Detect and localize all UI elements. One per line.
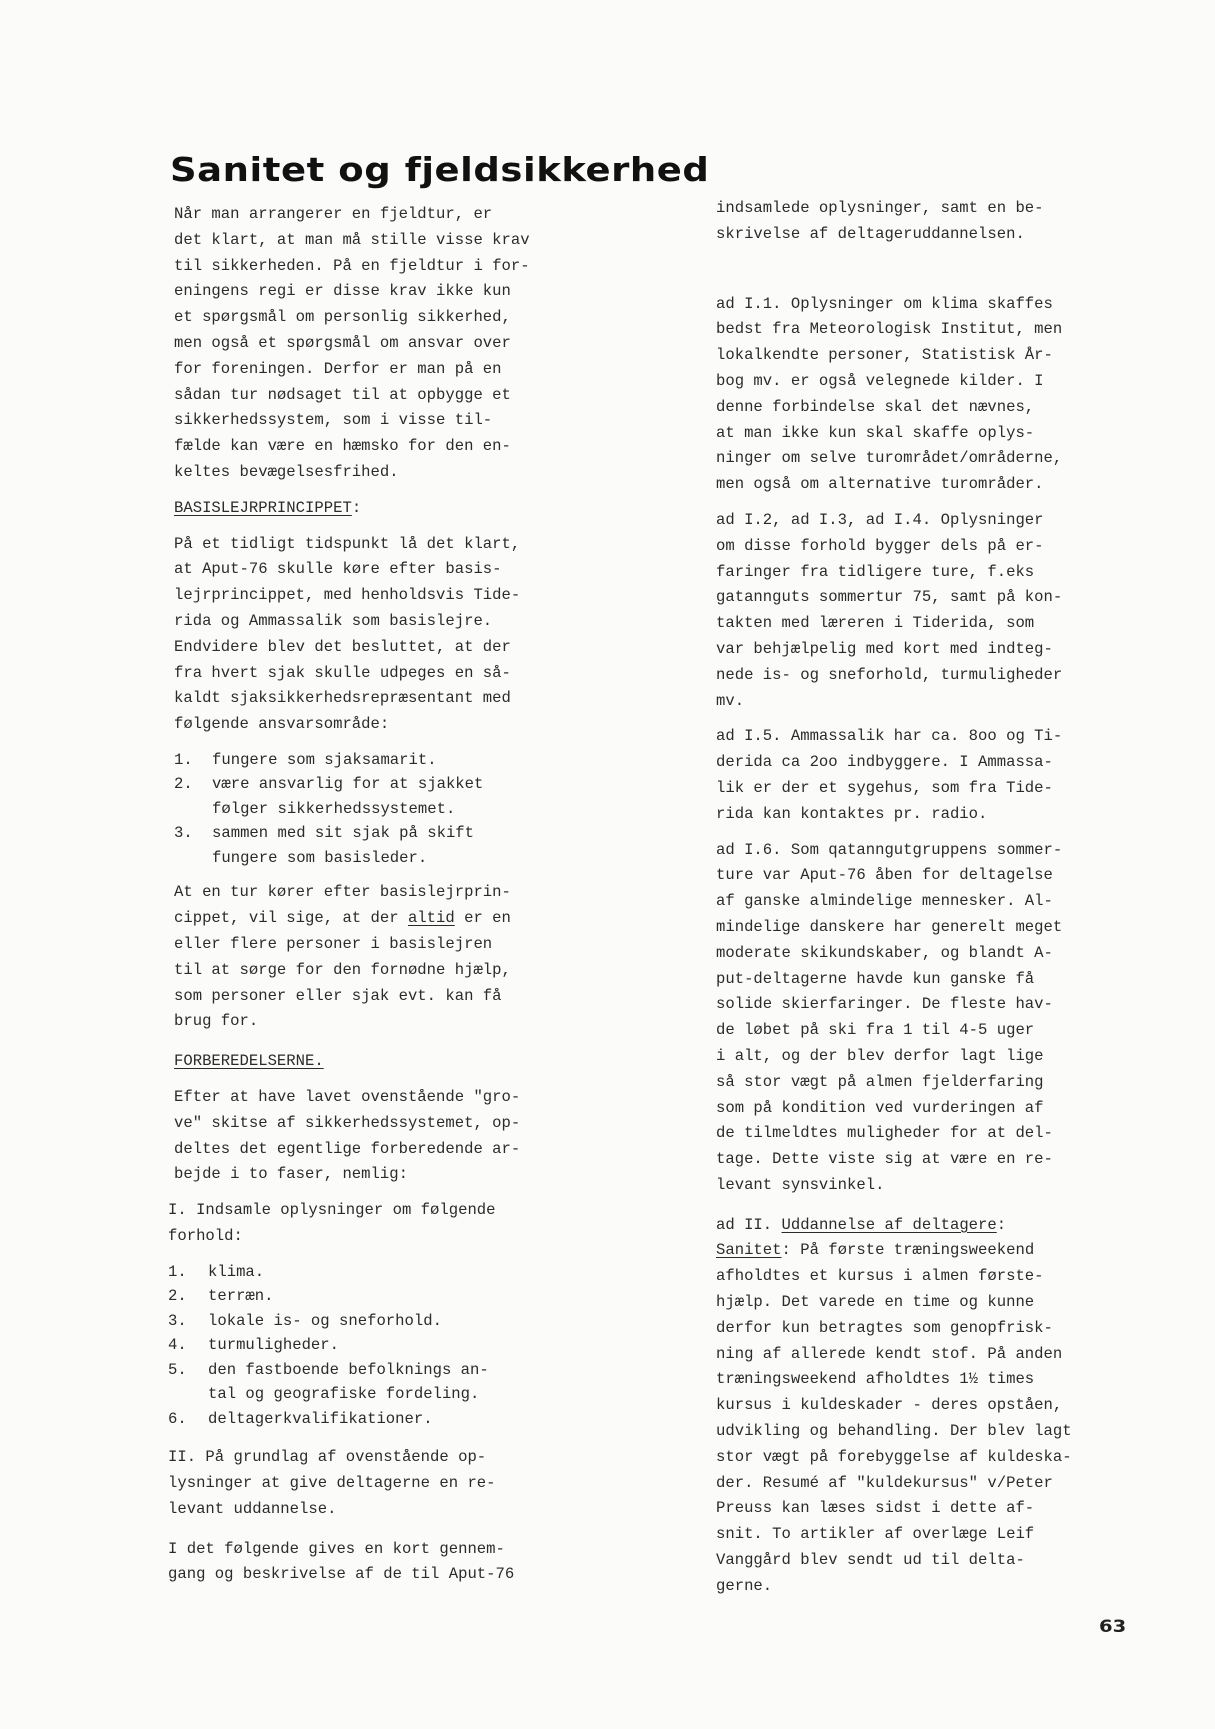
text-line: de løbet på ski fra 1 til 4-5 uger bbox=[716, 1021, 1035, 1040]
text-line: brug for. bbox=[174, 1012, 259, 1031]
list-number: 5. bbox=[168, 1360, 187, 1379]
text-line: derfor kun betragtes som genopfrisk- bbox=[716, 1318, 1053, 1337]
list-number: 3. bbox=[174, 824, 193, 843]
text-line: stor vægt på forebyggelse af kuldeska- bbox=[716, 1447, 1072, 1466]
list-number: 3. bbox=[168, 1311, 187, 1330]
conditions-list bbox=[168, 1260, 594, 1432]
text-line: der. Resumé af "kuldekursus" v/Peter bbox=[716, 1473, 1053, 1492]
text-fragment: cippet, vil sige, at der bbox=[174, 909, 408, 928]
phase-two bbox=[168, 1445, 594, 1522]
list-number: 4. bbox=[168, 1336, 187, 1355]
list-text: fungere som sjaksamarit. bbox=[212, 750, 437, 769]
list-number: 1. bbox=[174, 750, 193, 769]
text-line: rida kan kontaktes pr. radio. bbox=[716, 804, 988, 823]
list-text: terræn. bbox=[208, 1287, 274, 1306]
list-text: klima. bbox=[208, 1262, 265, 1281]
text-line: put-deltagerne havde kun ganske få bbox=[716, 969, 1035, 988]
text-line: kaldt sjaksikkerhedsrepræsentant med bbox=[174, 689, 511, 708]
text-line: var behjælpelig med kort med indteg- bbox=[716, 639, 1053, 658]
text-line: lejrprincippet, med henholdsvis Tide- bbox=[174, 586, 521, 605]
list-text: fungere som basisleder. bbox=[212, 848, 428, 867]
text-line: mv. bbox=[716, 691, 745, 710]
text-line: snit. To artikler af overlæge Leif bbox=[716, 1525, 1035, 1544]
text-line bbox=[174, 906, 594, 932]
text-line: gang og beskrivelse af de til Aput-76 bbox=[168, 1565, 515, 1584]
list-text: den fastboende befolknings an- bbox=[208, 1360, 489, 1379]
list-text: være ansvarlig for at sjakket bbox=[212, 775, 484, 794]
text-line: eller flere personer i basislejren bbox=[174, 935, 493, 954]
list-text: lokale is- og sneforhold. bbox=[208, 1311, 442, 1330]
emphasis-altid: altid bbox=[407, 909, 455, 928]
page-number: 63 bbox=[1099, 1617, 1127, 1637]
list-item bbox=[168, 1407, 594, 1432]
list-item bbox=[168, 1358, 594, 1407]
text-line: nede is- og sneforhold, turmuligheder bbox=[716, 665, 1063, 684]
ad-i2-4-paragraph bbox=[716, 508, 1136, 714]
text-line: mindelige danskere har generelt meget bbox=[716, 917, 1063, 936]
text-line: ad I.6. Som qatanngutgruppens sommer- bbox=[716, 840, 1063, 859]
text-line: deltes det egentlige forberedende ar- bbox=[174, 1139, 521, 1158]
text-line: at Aput-76 skulle køre efter basis- bbox=[174, 560, 502, 579]
text-line: At en tur kører efter basislejrprin- bbox=[174, 883, 511, 902]
list-text: deltagerkvalifikationer. bbox=[208, 1409, 433, 1428]
text-line: Endvidere blev det besluttet, at der bbox=[174, 637, 511, 656]
text-line: bog mv. er også velegnede kilder. I bbox=[716, 371, 1044, 390]
text-line: et spørgsmål om personlig sikkerhed, bbox=[174, 308, 511, 327]
text-line: indsamlede oplysninger, samt en be- bbox=[716, 199, 1044, 217]
text-line: sådan tur nødsaget til at opbygge et bbox=[174, 385, 511, 404]
list-number: 2. bbox=[174, 775, 193, 794]
list-item bbox=[168, 1284, 594, 1309]
text-line: af ganske almindelige mennesker. Al- bbox=[716, 892, 1053, 911]
section-heading-basislejrprincippet bbox=[174, 496, 594, 522]
text-line: bejde i to faser, nemlig: bbox=[174, 1165, 408, 1184]
text-line: at man ikke kun skal skaffe oplys- bbox=[716, 423, 1035, 442]
text-line: eningens regi er disse krav ikke kun bbox=[174, 282, 511, 301]
text-line: levant synsvinkel. bbox=[716, 1175, 885, 1194]
text-line: udvikling og behandling. Der blev lagt bbox=[716, 1422, 1072, 1441]
text-line: moderate skikundskaber, og blandt A- bbox=[716, 943, 1053, 962]
article-title: Sanitet og fjeldsikkerhed bbox=[170, 150, 710, 189]
text-line: Preuss kan læses sidst i dette af- bbox=[716, 1499, 1035, 1518]
text-line: faringer fra tidligere ture, f.eks bbox=[716, 562, 1035, 581]
text-line: følgende ansvarsområde: bbox=[174, 715, 390, 734]
forberedelse-paragraph bbox=[174, 1085, 594, 1188]
ad-i1-paragraph bbox=[716, 292, 1136, 498]
list-item bbox=[174, 821, 594, 870]
text-line: ad I.1. Oplysninger om klima skaffes bbox=[716, 294, 1053, 313]
heading-colon: : bbox=[351, 498, 362, 517]
ad-i5-paragraph bbox=[716, 724, 1136, 827]
text-line: rida og Ammassalik som basislejre. bbox=[174, 611, 493, 630]
text-line bbox=[716, 1238, 1136, 1264]
list-item bbox=[174, 748, 594, 773]
text-line: ve" skitse af sikkerhedssystemet, op- bbox=[174, 1113, 521, 1132]
text-fragment: ad II. bbox=[716, 1215, 782, 1234]
list-text: følger sikkerhedssystemet. bbox=[212, 799, 456, 818]
list-text: turmuligheder. bbox=[208, 1336, 340, 1355]
list-number: 2. bbox=[168, 1287, 187, 1306]
list-number: 6. bbox=[168, 1409, 187, 1428]
text-line: lysninger at give deltagerne en re- bbox=[168, 1474, 496, 1493]
text-line: gerne. bbox=[716, 1576, 773, 1595]
list-text: tal og geografiske fordeling. bbox=[208, 1385, 480, 1404]
text-line: bedst fra Meteorologisk Institut, men bbox=[716, 320, 1063, 339]
list-item bbox=[168, 1333, 594, 1358]
basislejr-paragraph bbox=[174, 532, 594, 738]
heading-text: BASISLEJRPRINCIPPET bbox=[174, 498, 352, 517]
text-fragment: er en bbox=[454, 909, 511, 928]
text-line: det klart, at man må stille visse krav bbox=[174, 230, 530, 249]
text-line: de tilmeldtes muligheder for at del- bbox=[716, 1124, 1053, 1143]
text-line: fælde kan være en hæmsko for den en- bbox=[174, 437, 511, 456]
list-item bbox=[174, 772, 594, 821]
right-column bbox=[716, 196, 1136, 1600]
text-fragment: : bbox=[996, 1215, 1007, 1234]
section-heading-forberedelserne bbox=[174, 1049, 594, 1075]
text-line: tage. Dette viste sig at være en re- bbox=[716, 1150, 1053, 1169]
text-line: om disse forhold bygger dels på er- bbox=[716, 536, 1044, 555]
text-line: lokalkendte personer, Statistisk År- bbox=[716, 346, 1053, 365]
text-line: Efter at have lavet ovenstående "gro- bbox=[174, 1088, 521, 1107]
text-line: til sikkerheden. På en fjeldtur i for- bbox=[174, 256, 530, 275]
text-line: gatannguts sommertur 75, samt på kon- bbox=[716, 588, 1063, 607]
text-line: denne forbindelse skal det nævnes, bbox=[716, 397, 1035, 416]
text-line: hjælp. Det varede en time og kunne bbox=[716, 1293, 1035, 1312]
text-line: ning af allerede kendt stof. På anden bbox=[716, 1344, 1063, 1363]
list-item bbox=[168, 1309, 594, 1334]
text-line: for foreningen. Derfor er man på en bbox=[174, 359, 502, 378]
text-fragment: : På første træningsweekend bbox=[781, 1241, 1035, 1260]
text-line: som personer eller sjak evt. kan få bbox=[174, 986, 502, 1005]
text-line: som på kondition ved vurderingen af bbox=[716, 1098, 1044, 1117]
subheading-sanitet: Sanitet bbox=[716, 1241, 782, 1260]
text-line: men også et spørgsmål om ansvar over bbox=[174, 333, 511, 352]
text-line: keltes bevægelsesfrihed. bbox=[174, 462, 399, 481]
subheading-uddannelse: Uddannelse af deltagere bbox=[781, 1215, 997, 1234]
text-line: til at sørge for den fornødne hjælp, bbox=[174, 960, 511, 979]
continuation-paragraph bbox=[716, 196, 1136, 248]
ad-ii-paragraph bbox=[716, 1213, 1136, 1600]
text-line: Når man arrangerer en fjeldtur, er bbox=[174, 205, 493, 223]
text-line: ad I.5. Ammassalik har ca. 8oo og Ti- bbox=[716, 727, 1063, 746]
text-line: afholdtes et kursus i almen første- bbox=[716, 1267, 1044, 1286]
text-line: lik er der et sygehus, som fra Tide- bbox=[716, 778, 1053, 797]
ad-i6-paragraph bbox=[716, 838, 1136, 1199]
text-line: træningsweekend afholdtes 1½ times bbox=[716, 1370, 1035, 1389]
list-item bbox=[168, 1260, 594, 1285]
text-line: ad I.2, ad I.3, ad I.4. Oplysninger bbox=[716, 510, 1044, 529]
text-line: I det følgende gives en kort gennem- bbox=[168, 1539, 505, 1558]
text-line: forhold: bbox=[168, 1227, 243, 1245]
text-line: i alt, og der blev derfor lagt lige bbox=[716, 1046, 1044, 1065]
text-line: solide skierfaringer. De fleste hav- bbox=[716, 995, 1053, 1014]
text-line: men også om alternative turområder. bbox=[716, 475, 1044, 494]
text-line: sikkerhedssystem, som i visse til- bbox=[174, 411, 493, 430]
intro-paragraph bbox=[174, 202, 594, 486]
text-line: derida ca 2oo indbyggere. I Ammassa- bbox=[716, 753, 1053, 772]
text-line: På et tidligt tidspunkt lå det klart, bbox=[174, 534, 521, 553]
text-line: Vanggård blev sendt ud til delta- bbox=[716, 1551, 1025, 1570]
closing-paragraph bbox=[168, 1537, 594, 1589]
list-text: sammen med sit sjak på skift bbox=[212, 824, 475, 843]
phase-one bbox=[168, 1198, 594, 1250]
heading-text: FORBEREDELSERNE. bbox=[174, 1052, 324, 1071]
text-line: takten med læreren i Tiderida, som bbox=[716, 614, 1035, 633]
text-line: II. På grundlag af ovenstående op- bbox=[168, 1448, 487, 1467]
text-line: skrivelse af deltageruddannelsen. bbox=[716, 224, 1025, 243]
text-line: så stor vægt på almen fjelderfaring bbox=[716, 1072, 1044, 1091]
text-line: ture var Aput-76 åben for deltagelse bbox=[716, 866, 1053, 885]
text-line: ninger om selve turområdet/områderne, bbox=[716, 449, 1063, 468]
responsibilities-list bbox=[174, 748, 594, 871]
altid-paragraph bbox=[174, 880, 594, 1035]
left-column bbox=[168, 202, 594, 1588]
text-line: fra hvert sjak skulle udpeges en så- bbox=[174, 663, 511, 682]
list-number: 1. bbox=[168, 1262, 187, 1281]
text-line: levant uddannelse. bbox=[168, 1499, 337, 1518]
text-line bbox=[716, 1213, 1136, 1239]
text-line: I. Indsamle oplysninger om følgende bbox=[168, 1201, 496, 1220]
text-line: kursus i kuldeskader - deres opståen, bbox=[716, 1396, 1063, 1415]
